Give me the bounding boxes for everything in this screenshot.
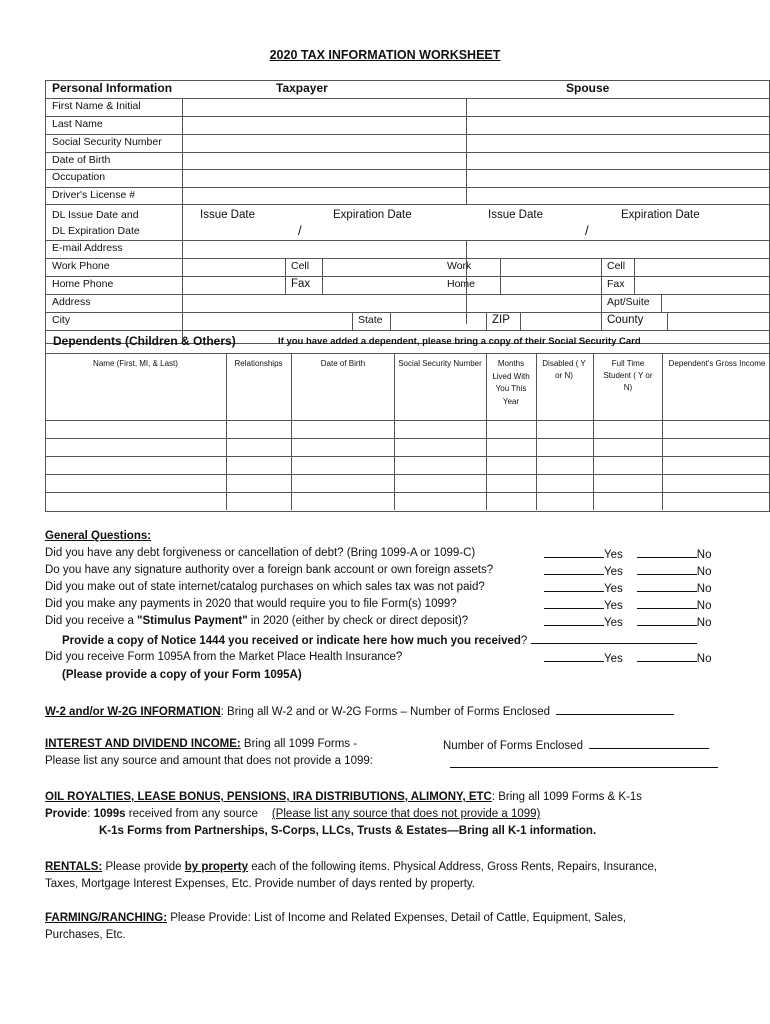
taxpayer-expiration-date: Expiration Date — [333, 209, 412, 221]
dl-dates-row — [45, 204, 769, 241]
yes-no-5[interactable]: Yes No — [544, 615, 711, 629]
w2-count-blank[interactable] — [556, 704, 674, 715]
dependents-note: If you have added a dependent, please bring a copy of their Social Security Card — [278, 336, 641, 347]
interest-enclosed: Number of Forms Enclosed — [443, 738, 709, 752]
last-name-label: Last Name — [52, 118, 103, 130]
farming-line2: Purchases, Etc. — [45, 929, 126, 941]
spouse-header: Spouse — [566, 81, 610, 95]
work-phone-label: Work Phone — [52, 260, 110, 272]
occupation-row — [45, 169, 769, 188]
col-ssn: Social Security Number — [398, 359, 482, 368]
form-1095a-note: (Please provide a copy of your Form 1095A) — [62, 669, 302, 681]
question-1095a: Did you receive Form 1095A from the Market Place Health Insurance? — [45, 651, 403, 663]
interest-section: INTEREST AND DIVIDEND INCOME: Bring all 1099 Forms - — [45, 738, 358, 750]
city-row — [45, 312, 769, 330]
taxpayer-date-slash: / — [298, 223, 302, 238]
spouse-fax-label: Fax — [607, 278, 625, 290]
general-questions-header: General Questions: — [45, 530, 152, 542]
city-label: City — [52, 314, 71, 326]
drivers-license-label: Driver's License # — [52, 189, 136, 201]
taxpayer-header: Taxpayer — [276, 81, 328, 95]
question-debt-forgiveness: Did you have any debt forgiveness or cancellation of debt? (Bring 1099-A or 1099-C) — [45, 547, 476, 559]
spouse-expiration-date: Expiration Date — [621, 209, 700, 221]
ssn-label: Social Security Number — [52, 136, 162, 148]
dependents-header-divider — [45, 353, 769, 354]
dob-label: Date of Birth — [52, 154, 111, 166]
oil-section: OIL ROYALTIES, LEASE BONUS, PENSIONS, IRA DISTRIBUTIONS, ALIMONY, ETC: Bring all 1099 Forms & K-1s — [45, 791, 643, 803]
first-name-label: First Name & Initial — [52, 100, 141, 112]
spouse-issue-date: Issue Date — [488, 209, 543, 221]
zip-label: ZIP — [492, 314, 510, 326]
notice-amount-blank[interactable] — [531, 633, 697, 644]
yes-no-1[interactable]: Yes No — [544, 547, 711, 561]
address-label: Address — [52, 296, 91, 308]
dl-label-1: DL Issue Date and — [52, 209, 139, 221]
dl-label-2: DL Expiration Date — [52, 225, 140, 237]
col-name: Name (First, MI, & Last) — [93, 359, 178, 368]
occupation-label: Occupation — [52, 171, 106, 183]
page-title: 2020 TAX INFORMATION WORKSHEET — [269, 48, 501, 62]
col-disabled: Disabled ( Y or N) — [542, 359, 586, 380]
interest-list-label: Please list any source and amount that does not provide a 1099: — [45, 755, 373, 767]
interest-source-blank[interactable] — [450, 757, 718, 768]
k1-note: K-1s Forms from Partnerships, S-Corps, LLCs, Trusts & Estates—Bring all K-1 information. — [99, 825, 597, 837]
rentals-line2: Taxes, Mortgage Interest Expenses, Etc. Provide number of days rented by property. — [45, 878, 475, 890]
notice-1444: Provide a copy of Notice 1444 you received or indicate here how much you received? — [62, 633, 697, 647]
dependents-header: Dependents (Children & Others) — [53, 334, 236, 348]
col-months: Months Lived With You This Year — [492, 359, 530, 406]
taxpayer-issue-date: Issue Date — [200, 209, 255, 221]
home-label: Home — [447, 278, 476, 290]
home-phone-row — [45, 276, 769, 295]
home-phone-label: Home Phone — [52, 278, 114, 290]
yes-no-3[interactable]: Yes No — [544, 581, 711, 595]
question-stimulus: Did you receive a "Stimulus Payment" in 2020 (either by check or direct deposit)? — [45, 615, 469, 627]
email-row — [45, 240, 769, 259]
address-row — [45, 294, 769, 313]
w2-section: W-2 and/or W-2G INFORMATION: Bring all W-2 and or W-2G Forms – Number of Forms Enclosed — [45, 704, 674, 718]
farming-section: FARMING/RANCHING: Please Provide: List of Income and Related Expenses, Detail of Cattle, Equipment, Sales, — [45, 912, 627, 924]
phone-row — [45, 258, 769, 277]
interest-count-blank[interactable] — [589, 738, 709, 749]
drivers-license-row — [45, 187, 769, 205]
col-relationships: Relationships — [234, 359, 283, 368]
last-name-row — [45, 116, 769, 135]
yes-no-6[interactable]: Yes No — [544, 651, 711, 665]
yes-no-2[interactable]: Yes No — [544, 564, 711, 578]
yes-no-4[interactable]: Yes No — [544, 598, 711, 612]
fax-label: Fax — [291, 278, 311, 290]
apt-suite-label: Apt/Suite — [607, 296, 650, 308]
rentals-section: RENTALS: Please provide by property each of the following items. Physical Address, Gross Rents, Repairs, Insurance, — [45, 861, 658, 873]
ssn-row — [45, 134, 769, 153]
question-foreign-account: Do you have any signature authority over a foreign bank account or own foreign assets? — [45, 564, 494, 576]
col-dob: Date of Birth — [320, 359, 366, 368]
county-label: County — [607, 314, 644, 326]
dependents-table — [45, 330, 769, 511]
question-1099-payments: Did you make any payments in 2020 that would require you to file Form(s) 1099? — [45, 598, 457, 610]
state-label: State — [358, 314, 383, 326]
question-sales-tax: Did you make out of state internet/catalog purchases on which sales tax was not paid? — [45, 581, 485, 593]
col-student: Full Time Student ( Y or N) — [603, 359, 653, 392]
first-name-row — [45, 98, 769, 117]
email-label: E-mail Address — [52, 242, 123, 254]
cell-label: Cell — [291, 260, 310, 272]
personal-info-header: Personal Information — [52, 81, 173, 95]
dob-row — [45, 152, 769, 170]
oil-provide: Provide: 1099s received from any source (Please list any source that does not provide a 1099) — [45, 808, 541, 820]
col-income: Dependent's Gross Income — [668, 359, 766, 368]
work-label: Work — [447, 260, 472, 272]
spouse-cell-label: Cell — [607, 260, 626, 272]
spouse-date-slash: / — [585, 223, 589, 238]
